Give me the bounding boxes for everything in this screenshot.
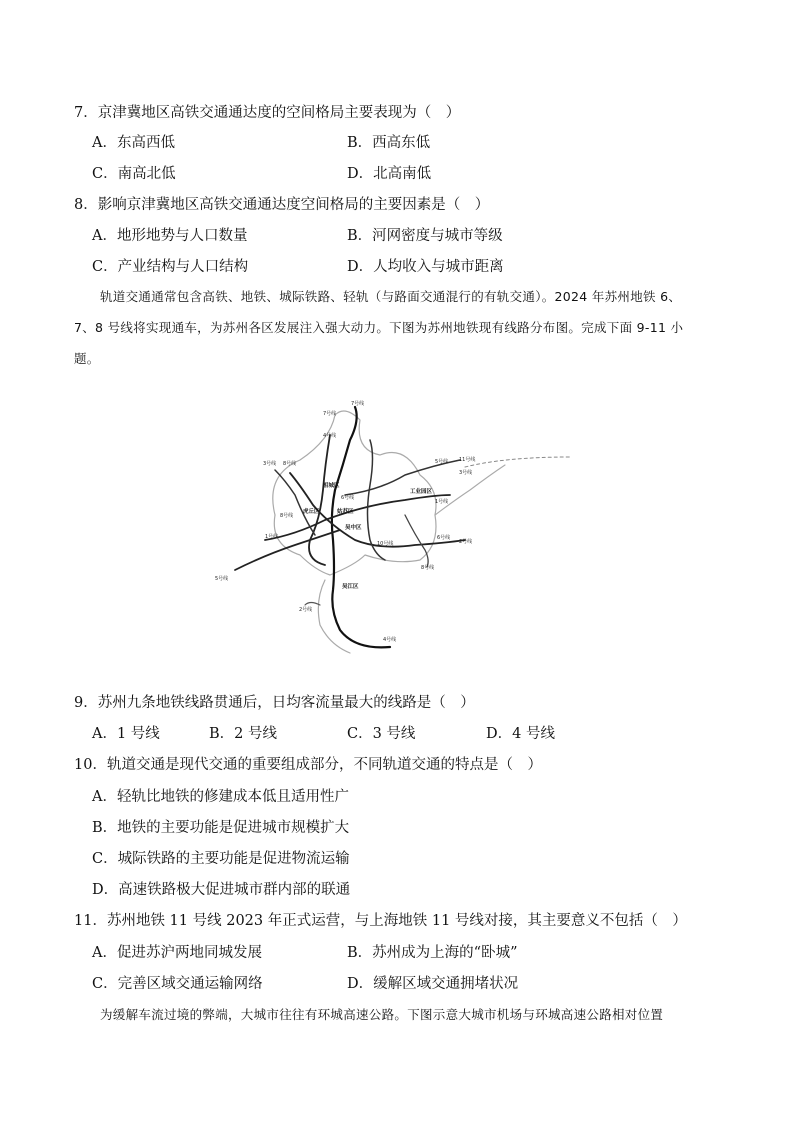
q7-stem: 7．京津冀地区高铁交通通达度的空间格局主要表现为（ ） [74,105,461,121]
district-label: 相城区 [323,483,340,489]
map-label: 1号线 [265,534,279,540]
q11-option-c: C．完善区域交通运输网络 [92,976,263,992]
map-label: 5号线 [435,459,449,465]
map-label: 6号线 [341,495,355,501]
q8-option-d: D．人均收入与城市距离 [347,259,504,275]
intro-line-3: 题。 [74,351,100,366]
q7-option-d: D．北高南低 [347,166,432,182]
q7-option-c: C．南高北低 [92,166,176,182]
q7-option-b: B．西高东低 [347,135,431,151]
q8-option-a: A．地形地势与人口数量 [92,228,248,244]
q9-option-c: C．3 号线 [347,726,416,742]
map-label: 2号线 [299,607,313,613]
intro-line-2: 7、8 号线将实现通车，为苏州各区发展注入强大动力。下图为苏州地铁现有线路分布图。完成下面 9-11 小 [74,320,684,335]
q9-option-b: B．2 号线 [209,726,277,742]
q11-option-a: A．促进苏沪两地同城发展 [92,945,262,961]
district-label: 吴江区 [342,584,359,590]
next-passage-line-1: 为缓解车流过境的弊端，大城市往往有环城高速公路。下图示意大城市机场与环城高速公路相对位置 [100,1007,664,1022]
district-label: 工业园区 [410,489,433,495]
q11-option-d: D．缓解区域交通拥堵状况 [347,976,519,992]
suzhou-metro-map [205,395,575,657]
q7-option-a: A．东高西低 [92,135,175,151]
map-label: 7号线 [323,411,337,417]
district-label: 姑苏区 [337,509,354,515]
q11-option-b: B．苏州成为上海的“卧城” [347,945,518,961]
map-label: 3号线 [263,461,277,467]
q9-option-d: D．4 号线 [486,726,555,742]
map-label: 4号线 [383,637,397,643]
map-label: 1号线 [435,499,449,505]
map-label: 8号线 [421,565,435,571]
map-label: 6号线 [437,535,451,541]
district-label: 虎丘区 [303,509,320,515]
q8-stem: 8．影响京津冀地区高铁交通通达度空间格局的主要因素是（ ） [74,197,490,213]
q10-option-c: C．城际铁路的主要功能是促进物流运输 [92,851,350,867]
map-label: 11号线 [459,457,476,463]
q10-option-b: B．地铁的主要功能是促进城市规模扩大 [92,820,350,836]
map-label: 10号线 [377,541,394,547]
map-label: 5号线 [215,576,229,582]
map-label: 8号线 [283,461,297,467]
q9-stem: 9．苏州九条地铁线路贯通后，日均客流量最大的线路是（ ） [74,695,475,711]
q10-option-d: D．高速铁路极大促进城市群内部的联通 [92,882,351,898]
q10-option-a: A．轻轨比地铁的修建成本低且适用性广 [92,789,349,805]
map-label: 4号线 [323,433,337,439]
q8-option-b: B．河网密度与城市等级 [347,228,503,244]
map-label: 3号线 [459,470,473,476]
map-label: 7号线 [351,401,365,407]
q11-stem: 11．苏州地铁 11 号线 2023 年正式运营，与上海地铁 11 号线对接，其主要意义不包括（ ） [74,913,687,929]
q10-stem: 10．轨道交通是现代交通的重要组成部分，不同轨道交通的特点是（ ） [74,757,542,773]
map-label: 8号线 [280,513,294,519]
intro-line-1: 轨道交通通常包含高铁、地铁、城际铁路、轻轨（与路面交通混行的有轨交通）。2024 年苏州地铁 6、 [100,289,682,304]
district-label: 吴中区 [345,525,362,531]
q8-option-c: C．产业结构与人口结构 [92,259,249,275]
map-label: 2号线 [459,539,473,545]
q9-option-a: A．1 号线 [92,726,160,742]
